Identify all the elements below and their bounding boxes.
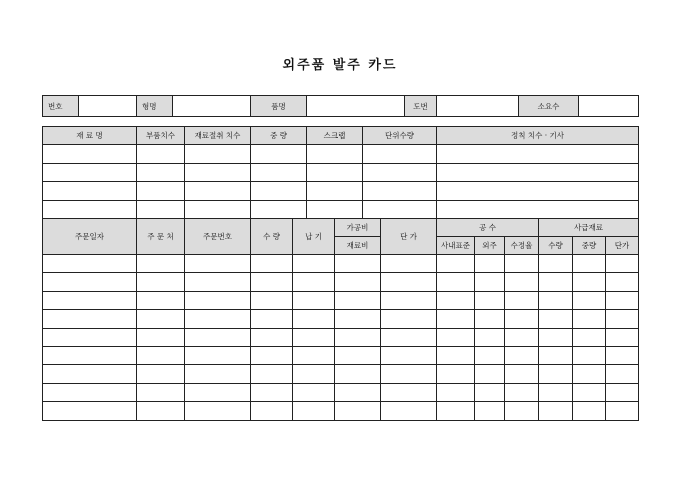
page-title: 외주품 발주 카드 — [282, 58, 398, 73]
order-row — [43, 273, 639, 291]
order-row — [43, 365, 639, 383]
unit-price-header: 단 가 — [381, 219, 437, 255]
model-label: 형명 — [137, 96, 173, 117]
spec-row — [43, 163, 639, 181]
scrap-header: 스크랩 — [307, 127, 363, 145]
supply-price-header: 단가 — [606, 237, 639, 255]
supply-weight-header: 중량 — [573, 237, 606, 255]
spec-table — [42, 126, 639, 219]
order-row — [43, 402, 639, 420]
weight-header: 중 량 — [251, 127, 307, 145]
order-row — [43, 383, 639, 401]
labor-hours-header: 공 수 — [437, 219, 539, 237]
required-qty-field[interactable] — [579, 96, 639, 117]
finished-dimension-header: 정칙 치수 · 기사 — [437, 127, 639, 145]
drawing-field[interactable] — [437, 96, 519, 117]
correction-rate-header: 수정율 — [505, 237, 539, 255]
material-cost-header: 재료비 — [335, 237, 381, 255]
required-qty-label: 소요수 — [519, 96, 579, 117]
order-row — [43, 346, 639, 364]
material-name-header: 재 료 명 — [43, 127, 137, 145]
spec-row — [43, 145, 639, 163]
order-number-header: 주문번호 — [185, 219, 251, 255]
order-date-header: 주문일자 — [43, 219, 137, 255]
delivery-header: 납 기 — [293, 219, 335, 255]
item-field[interactable] — [307, 96, 405, 117]
number-field[interactable] — [79, 96, 137, 117]
supply-quantity-header: 수량 — [539, 237, 573, 255]
drawing-label: 도번 — [405, 96, 437, 117]
spec-row — [43, 182, 639, 200]
order-row — [43, 291, 639, 309]
outsourced-header: 외주 — [475, 237, 505, 255]
order-row — [43, 255, 639, 273]
supplied-material-header: 사급재료 — [539, 219, 639, 237]
unit-qty-header: 단위수량 — [363, 127, 437, 145]
inhouse-standard-header: 사내표준 — [437, 237, 475, 255]
item-label: 품명 — [251, 96, 307, 117]
quantity-header: 수 량 — [251, 219, 293, 255]
part-dimension-header: 부품치수 — [137, 127, 185, 145]
cut-dimension-header: 재료절취 치수 — [185, 127, 251, 145]
order-row — [43, 328, 639, 346]
spec-row — [43, 200, 639, 218]
order-table — [42, 218, 639, 421]
order-row — [43, 310, 639, 328]
number-label: 번호 — [43, 96, 79, 117]
header-table — [42, 95, 639, 117]
supplier-header: 주 문 처 — [137, 219, 185, 255]
processing-cost-header: 가공비 — [335, 219, 381, 237]
model-field[interactable] — [173, 96, 251, 117]
